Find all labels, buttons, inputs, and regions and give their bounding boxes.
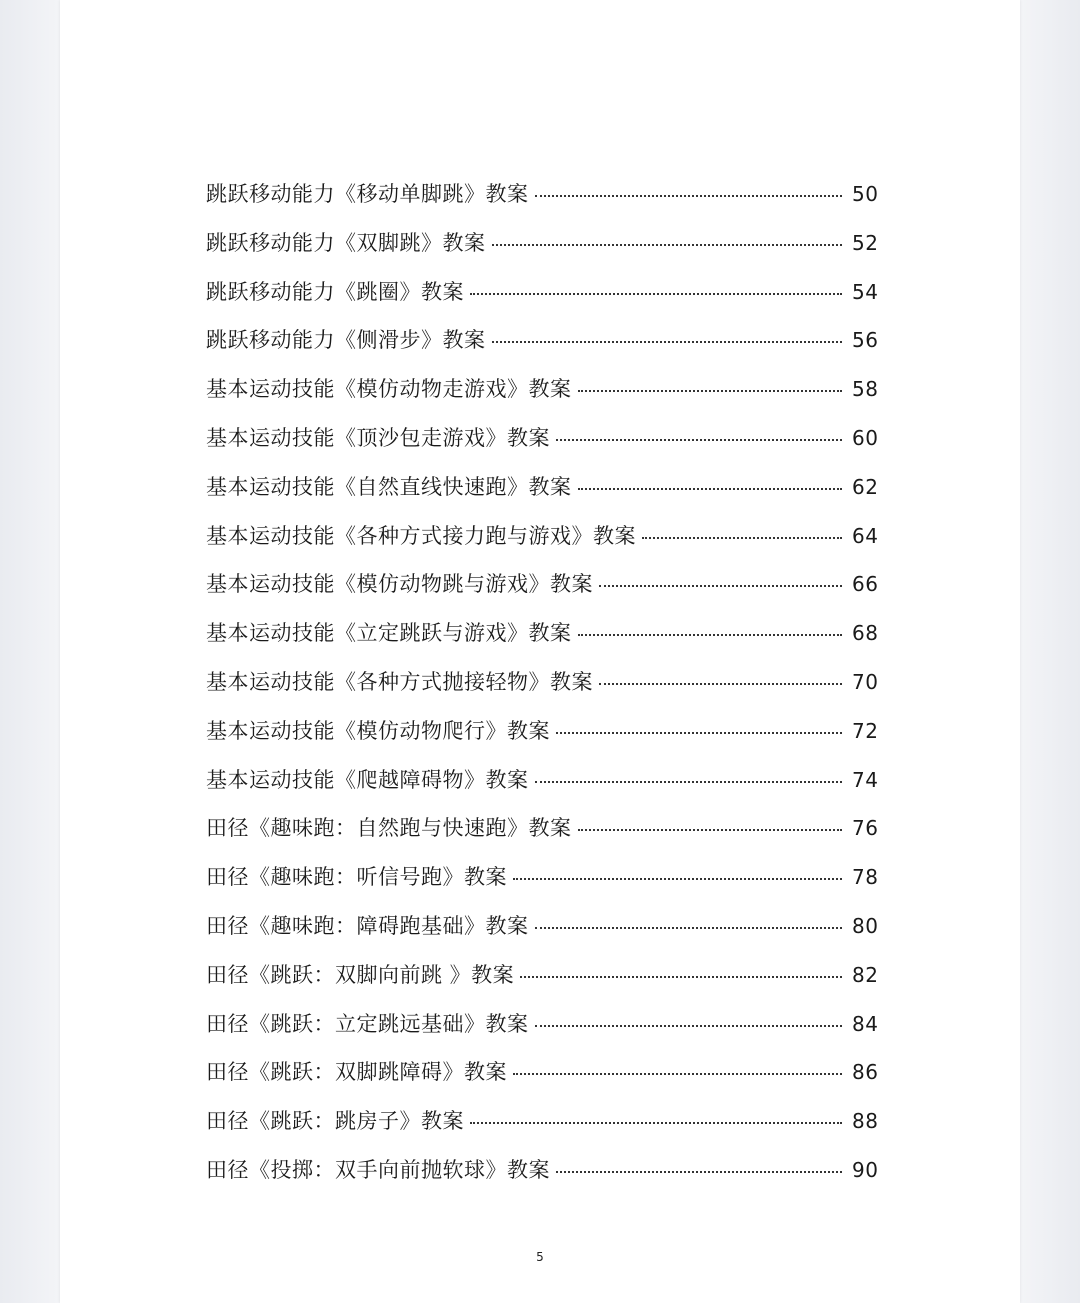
toc-entry-page: 66 xyxy=(852,572,879,597)
toc-entry[interactable] xyxy=(206,1008,878,1057)
toc-entry-title: 基本运动技能《模仿动物爬行》教案 xyxy=(206,718,550,743)
dot-leader xyxy=(535,927,843,929)
toc-entry-title: 田径《跳跃：跳房子》教案 xyxy=(206,1109,464,1134)
toc-entry-title: 跳跃移动能力《侧滑步》教案 xyxy=(206,328,486,353)
toc-entry-page: 78 xyxy=(852,865,879,890)
toc-entry-page: 80 xyxy=(852,913,879,938)
dot-leader xyxy=(556,439,842,441)
dot-leader xyxy=(642,537,842,539)
dot-leader xyxy=(513,878,842,880)
toc-entry-page: 68 xyxy=(852,621,879,646)
toc-entry[interactable] xyxy=(206,227,878,276)
toc-entry[interactable] xyxy=(206,422,878,471)
toc-entry[interactable] xyxy=(206,1154,878,1203)
dot-leader xyxy=(492,244,843,246)
document-page xyxy=(60,0,1020,1303)
dot-leader xyxy=(535,195,843,197)
toc-entry-title: 田径《跳跃：双脚向前跳 》教案 xyxy=(206,962,515,987)
toc-entry-page: 72 xyxy=(852,718,879,743)
toc-entry[interactable] xyxy=(206,471,878,520)
dot-leader xyxy=(470,293,842,295)
toc-entry-page: 84 xyxy=(852,1011,879,1036)
dot-leader xyxy=(599,585,842,587)
toc-entry-title: 基本运动技能《爬越障碍物》教案 xyxy=(206,767,529,792)
toc-entry-page: 62 xyxy=(852,474,879,499)
toc-entry-page: 82 xyxy=(852,962,879,987)
toc-entry[interactable] xyxy=(206,715,878,764)
toc-entry-title: 跳跃移动能力《移动单脚跳》教案 xyxy=(206,182,529,206)
toc-entry-page: 54 xyxy=(852,279,879,304)
toc-entry-title: 基本运动技能《各种方式抛接轻物》教案 xyxy=(206,669,593,694)
toc-entry-page: 86 xyxy=(852,1060,879,1085)
toc-entry[interactable] xyxy=(206,373,878,422)
toc-entry-page: 56 xyxy=(852,328,879,353)
toc-entry-title: 田径《跳跃：立定跳远基础》教案 xyxy=(206,1011,529,1036)
toc-entry-title: 田径《投掷：双手向前抛软球》教案 xyxy=(206,1157,550,1182)
page-number: 5 xyxy=(536,1250,544,1264)
dot-leader xyxy=(578,634,843,636)
toc-entry[interactable] xyxy=(206,520,878,569)
toc-entry-page: 64 xyxy=(852,523,879,548)
toc-entry-title: 跳跃移动能力《双脚跳》教案 xyxy=(206,230,486,255)
toc-entry[interactable] xyxy=(206,764,878,813)
toc-entry-page: 52 xyxy=(852,230,879,255)
dot-leader xyxy=(578,390,843,392)
dot-leader xyxy=(520,976,842,978)
toc-entry-page: 88 xyxy=(852,1109,879,1134)
toc-entry-title: 基本运动技能《各种方式接力跑与游戏》教案 xyxy=(206,523,636,548)
toc-entry-title: 跳跃移动能力《跳圈》教案 xyxy=(206,279,464,304)
dot-leader xyxy=(578,829,843,831)
toc-entry[interactable] xyxy=(206,178,878,227)
toc-entry[interactable] xyxy=(206,276,878,325)
dot-leader xyxy=(535,781,843,783)
dot-leader xyxy=(513,1073,842,1075)
toc-entry-title: 田径《趣味跑：障碍跑基础》教案 xyxy=(206,913,529,938)
dot-leader xyxy=(556,1171,842,1173)
toc-entry[interactable] xyxy=(206,617,878,666)
toc-entry-page: 76 xyxy=(852,816,879,841)
dot-leader xyxy=(556,732,842,734)
toc-entry-title: 基本运动技能《顶沙包走游戏》教案 xyxy=(206,425,550,450)
toc-entry-title: 基本运动技能《模仿动物跳与游戏》教案 xyxy=(206,572,593,597)
toc-entry[interactable] xyxy=(206,959,878,1008)
toc-entry-page: 74 xyxy=(852,767,879,792)
dot-leader xyxy=(492,341,843,343)
toc-entry-title: 基本运动技能《自然直线快速跑》教案 xyxy=(206,474,572,499)
dot-leader xyxy=(578,488,843,490)
toc-entry-title: 基本运动技能《模仿动物走游戏》教案 xyxy=(206,377,572,402)
toc-entry-title: 田径《趣味跑：自然跑与快速跑》教案 xyxy=(206,816,572,841)
dot-leader xyxy=(535,1025,843,1027)
toc-entry[interactable] xyxy=(206,666,878,715)
toc-entry-page: 60 xyxy=(852,425,879,450)
toc-entry[interactable] xyxy=(206,1105,878,1154)
toc-entry[interactable] xyxy=(206,1056,878,1105)
toc-entry-page: 70 xyxy=(852,669,879,694)
toc-entry-page: 58 xyxy=(852,377,879,402)
toc-entry-title: 基本运动技能《立定跳跃与游戏》教案 xyxy=(206,621,572,646)
toc-entry-page: 90 xyxy=(852,1157,879,1182)
toc-entry-title: 田径《跳跃：双脚跳障碍》教案 xyxy=(206,1060,507,1085)
toc-entry[interactable] xyxy=(206,568,878,617)
toc-entry[interactable] xyxy=(206,861,878,910)
dot-leader xyxy=(470,1122,842,1124)
toc-entry[interactable] xyxy=(206,324,878,373)
toc-entry[interactable] xyxy=(206,812,878,861)
table-of-contents xyxy=(206,178,878,1203)
dot-leader xyxy=(599,683,842,685)
toc-entry-title: 田径《趣味跑：听信号跑》教案 xyxy=(206,865,507,890)
toc-entry-page: 50 xyxy=(852,182,879,206)
toc-entry[interactable] xyxy=(206,910,878,959)
